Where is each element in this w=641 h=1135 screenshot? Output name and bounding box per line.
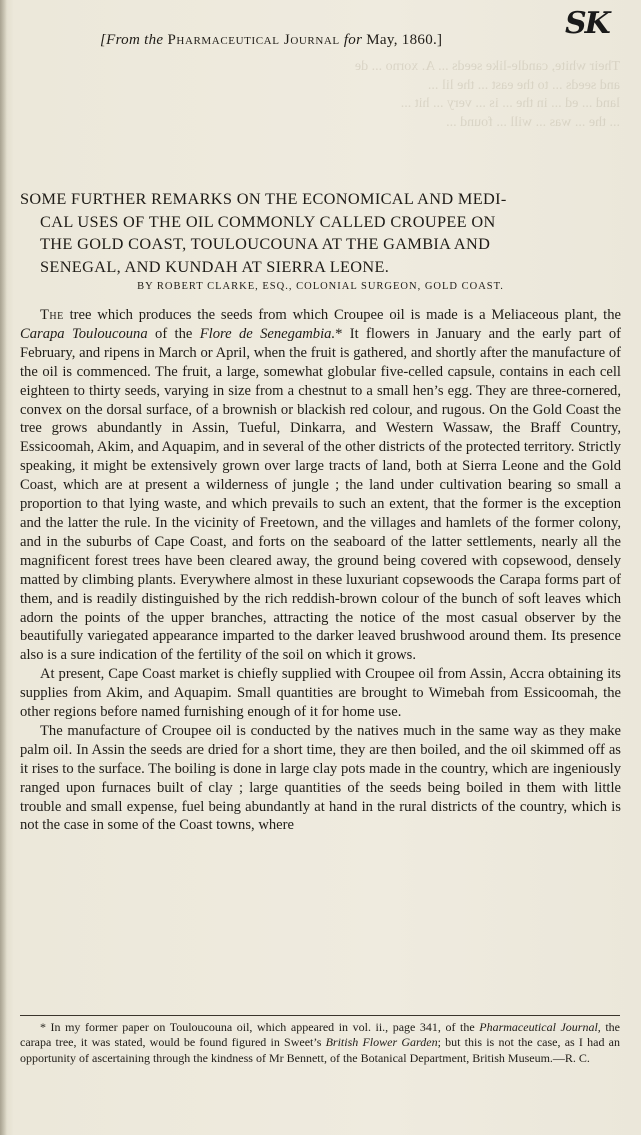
footnote-rule	[20, 1015, 620, 1016]
source-date: May, 1860.]	[366, 32, 443, 48]
footnote-text-a: * In my former paper on Touloucouna oil, which appeared in vol. ii., page 341, of the	[40, 1020, 480, 1034]
source-journal: Pharmaceutical Journal	[167, 32, 340, 48]
footnote-text-c: ; but this is not the case, as I had an opportunity of ascertaining through the kindness of Mr Bennett, of the Botanical Department, British Museum.—R. C.	[20, 1035, 621, 1065]
handwritten-mark: SK	[565, 6, 609, 41]
author-byline: BY ROBERT CLARKE, ESQ., COLONIAL SURGEON, GOLD COAST.	[137, 281, 504, 292]
title-line-4: SENEGAL, AND KUNDAH AT SIERRA LEONE.	[40, 256, 390, 276]
page-edge-shadow	[0, 0, 7, 1135]
paragraph-2: At present, Cape Coast market is chiefly supplied with Croupee oil from Assin, Accra obtaining its supplies from Akim, and Aquapim. Small quantities are brought to Wimebah from Essicoomah, the other regions before named furnishing enough of it for home use.	[20, 666, 621, 721]
article-body	[20, 306, 621, 835]
paragraph-1-text-c: * It flowers in January and the early part of February, and ripens in March or April, when the fruit is gathered, and shortly after the manufacture of the oil is commenced. The fruit, a large, somewhat globular five-celled capsule, contains in each cell eighteen to thirty seeds, varying in size from a chestnut to a small hen’s egg. They are three-cornered, convex on the dorsal surface, of a brownish or blackish red colour, and rugous. On the Gold Coast the tree grows abundantly in Assin, Tueful, Dinkarra, and Western Wassaw, the Braff Country, Essicoomah, Akim, and Aquapim, and in several of the other districts of the protected territory. Strictly speaking, it might be extensively grown over large tracts of land, both at Sierra Leone and the Gold Coast, which are at present a wilderness of jungle ; the land under cultivation bearing so small a proportion to that lying waste, and which prevails to such an extent, that the former is the exception and the latter the rule. In the vicinity of Freetown, and the villages and hamlets of the former colony, and in the suburbs of Cape Coast, and forts on the seaboard of the latter settlements, nearly all the magnificent forest trees have been cleared away, the ground being covered with copsewood, densely matted by climbing plants. Everywhere almost in these luxuriant copsewoods the Carapa forms part of them, and is readily distinguished by the rich reddish-brown colour of the bunch of soft leaves which adorn the points of the upper branches, attracting the notice of the most casual observer by the beautifully variegated appearance imparted to the darker leaved brushwood around them. Its presence also is a sure indication of the fertility of the soil on which it grows.	[20, 325, 621, 664]
footnote-text-b: the carapa tree, it was stated, would be found figured in Sweet’s	[20, 1020, 620, 1050]
paragraph-1-text-b: of the	[147, 325, 200, 342]
footnote	[20, 1020, 620, 1066]
bleed-through-text: Their white, candle-like seeds ... A. xorno ... de and seeds ... to the east ... the lil ... land ... ed ... in the ... is ... very ... hit ... ... the ... was ... will ... found ...	[354, 59, 620, 130]
title-line-3: THE GOLD COAST, TOULOUCOUNA AT THE GAMBIA AND	[40, 234, 491, 253]
species-name: Carapa Touloucouna	[20, 325, 148, 342]
title-line-2: CAL USES OF THE OIL COMMONLY CALLED CROUPEE ON	[40, 211, 496, 231]
source-for: for	[343, 32, 363, 48]
source-prefix: [From the	[100, 32, 164, 48]
footnote-book: British Flower Garden	[325, 1035, 438, 1050]
source-citation	[100, 32, 580, 49]
flora-title: Flore de Senegambia.	[199, 325, 336, 342]
paragraph-3: The manufacture of Croupee oil is conducted by the natives much in the same way as they make palm oil. In Assin the seeds are dried for a short time, they are then boiled, and the oil skimmed off as it rises to the surface. The boiling is done in large clay pots made in the country, which are ingeniously ranged upon furnaces built of clay ; large quantities of the seeds being boiled in them with little trouble and small expense, fuel being abundantly at hand in the rural districts of the country, which is not the case in some of the Coast towns, where	[20, 722, 621, 834]
paragraph-1-text-a: tree which produces the seeds from which Croupee oil is made is a Meliaceous plant, the	[63, 307, 621, 323]
title-line-1: SOME FURTHER REMARKS ON THE ECONOMICAL AND MEDI-	[20, 189, 507, 208]
paragraph-1	[20, 306, 621, 665]
article-title	[20, 188, 620, 278]
lead-word: The	[40, 307, 64, 323]
footnote-journal: Pharmaceutical Journal,	[479, 1020, 601, 1034]
